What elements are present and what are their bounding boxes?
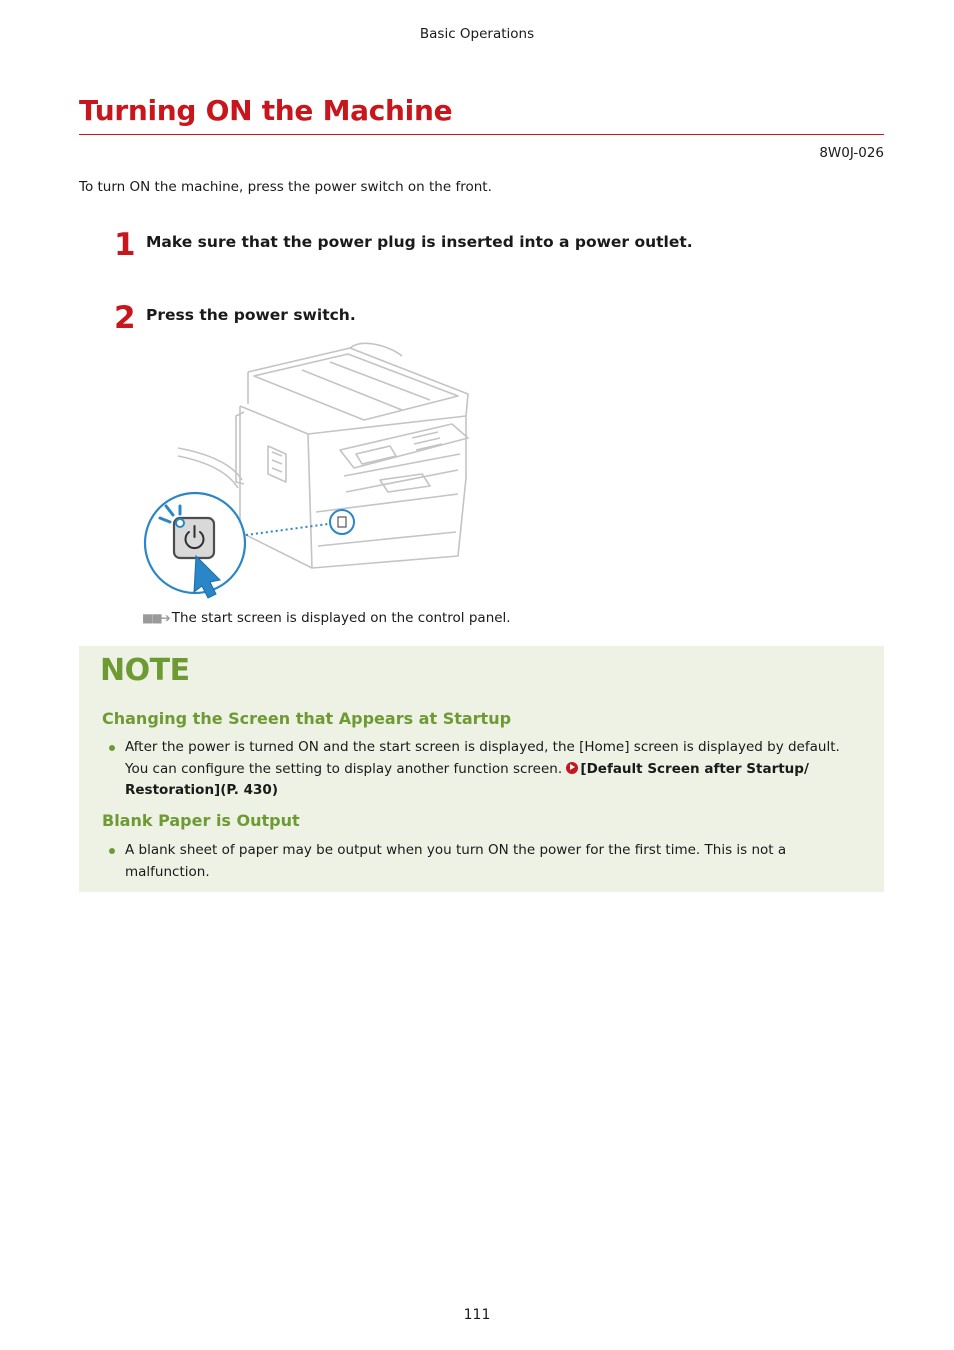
bullet-icon [109, 745, 115, 751]
step-result [142, 610, 511, 626]
step-1-text: Make sure that the power plug is inserted into a power outlet. [146, 233, 693, 251]
result-text: The start screen is displayed on the control panel. [171, 610, 511, 626]
running-header: Basic Operations [419, 26, 535, 42]
link-arrow-icon [566, 762, 578, 774]
note-item-startup-screen [125, 737, 845, 802]
title-divider [79, 134, 884, 135]
bullet-icon [109, 848, 115, 854]
power-indicator-icon [176, 519, 184, 527]
step-2-number: 2 [114, 300, 136, 336]
step-2-text: Press the power switch. [146, 306, 356, 324]
page-number: 111 [463, 1307, 491, 1323]
note-heading-startup-screen: Changing the Screen that Appears at Startup [102, 709, 512, 728]
default-screen-link[interactable]: [Default Screen after Startup/ Restoration](P. 430) [125, 760, 809, 798]
note-heading-blank-paper: Blank Paper is Output [102, 811, 300, 830]
note-item-blank-paper: A blank sheet of paper may be output when you turn ON the power for the first time. This is not a malfunction. [125, 842, 787, 880]
note-label: NOTE [100, 653, 190, 688]
step-1-number: 1 [114, 227, 136, 263]
page-title: Turning ON the Machine [79, 94, 453, 127]
document-id: 8W0J-026 [819, 145, 884, 161]
printer-power-switch-illustration [140, 342, 480, 600]
note-item-text: After the power is turned ON and the start screen is displayed, the [Home] screen is displayed by default. You can configure the setting to display another function screen. [125, 739, 840, 777]
result-arrow-icon: ■■➔ [142, 611, 169, 625]
intro-text: To turn ON the machine, press the power switch on the front. [79, 179, 492, 195]
power-switch-highlight [330, 510, 354, 534]
